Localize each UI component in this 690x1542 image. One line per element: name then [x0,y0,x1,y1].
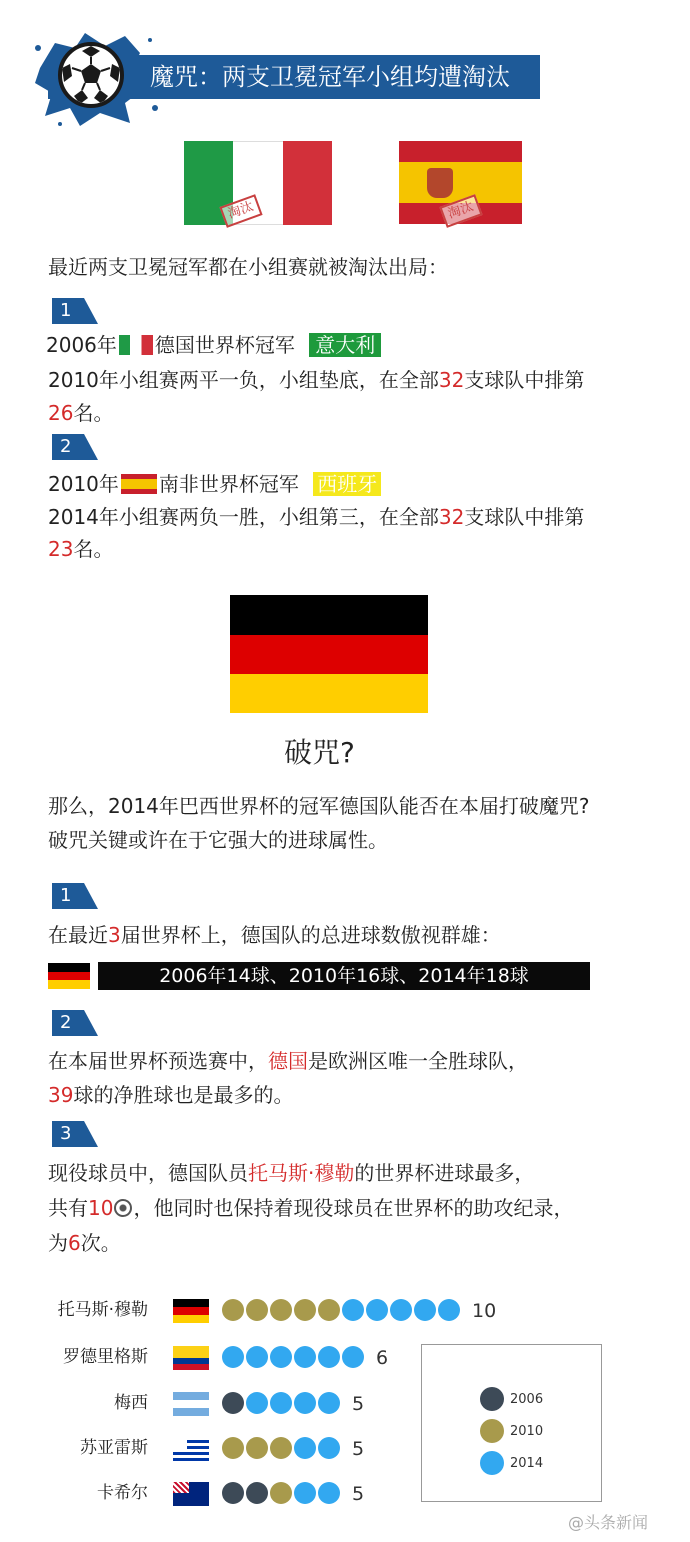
point3-line3 [48,1228,121,1258]
goal-dots [222,1346,366,1372]
spain-flag-icon [121,474,157,494]
year: 2006年 [46,333,117,357]
australia-flag-icon [173,1482,209,1506]
item1-line1 [46,330,381,360]
germany-flag [230,595,428,713]
text-span: 支球队中排第 [464,368,585,392]
germany-flag-small [48,963,90,989]
spain-tag: 西班牙 [313,472,381,496]
goal-dot-2014 [366,1299,388,1321]
highlight-number: 39 [48,1083,74,1107]
point3-line1 [48,1158,534,1188]
uruguay-flag-icon [173,1437,209,1461]
goal-dots [222,1299,462,1325]
item2-line2 [48,502,584,532]
text-span: 在最近 [48,923,108,947]
chart-legend [421,1344,602,1502]
watermark: @头条新闻 [568,1513,649,1532]
year: 2010年 [48,472,119,496]
goal-dot-2010 [246,1437,268,1459]
legend-swatch [480,1419,504,1443]
goal-dot-2014 [342,1346,364,1368]
page-title: 魔咒：两支卫冕冠军小组均遭淘汰 [150,63,510,91]
goal-dots [222,1482,342,1508]
text-span: 的世界杯进球最多， [354,1161,535,1185]
player-name: 罗德里格斯 [63,1347,148,1367]
number-label: 2 [60,1012,72,1033]
goal-dots [222,1437,342,1463]
point2-line1 [48,1046,528,1076]
number-tab [52,883,98,909]
highlight-number: 32 [438,368,465,392]
legend-item [480,1447,543,1479]
goal-dot-2010 [294,1299,316,1321]
goal-total: 5 [352,1483,365,1505]
goal-dot-2014 [294,1346,316,1368]
item1-line2 [48,365,584,395]
item2-desc: 南非世界杯冠军 [158,472,299,496]
legend-swatch [480,1451,504,1475]
number-tab [52,1121,98,1147]
text-span: 次。 [80,1231,121,1255]
number-tab [52,298,98,324]
goal-dot-2014 [294,1437,316,1459]
goal-dot-2014 [318,1392,340,1414]
soccer-ball-icon [114,1199,132,1217]
germany-flag-icon [173,1299,209,1323]
goal-dot-2010 [270,1299,292,1321]
player-name: 卡希尔 [97,1483,148,1503]
para-line1: 那么，2014年巴西世界杯的冠军德国队能否在本届打破魔咒? [48,794,590,818]
goal-total: 5 [352,1438,365,1460]
text-span: 是欧洲区唯一全胜球队， [308,1049,528,1073]
item2-line1 [48,469,381,499]
goal-dot-2010 [318,1299,340,1321]
goal-dot-2006 [222,1392,244,1414]
legend-label: 2006 [510,1391,544,1407]
eliminated-stamp: 淘汰 [439,194,482,228]
point2-line2 [48,1080,293,1110]
legend-label: 2010 [510,1423,544,1439]
goal-dot-2010 [270,1482,292,1504]
number-label: 3 [60,1123,72,1144]
goal-dot-2010 [270,1437,292,1459]
number-tab [52,1010,98,1036]
highlight-number: 3 [108,923,121,947]
goal-dots [222,1392,342,1418]
goal-dot-2014 [270,1392,292,1414]
highlight-number: 6 [68,1231,81,1255]
text-span: 名。 [73,401,114,425]
text-span: 届世界杯上，德国队的总进球数傲视群雄： [120,923,501,947]
goal-dot-2014 [294,1482,316,1504]
highlight-text: 德国 [268,1049,308,1073]
argentina-flag-icon [173,1392,209,1416]
player-name: 托马斯·穆勒 [57,1300,148,1320]
number-label: 1 [60,300,72,321]
text-span: 为 [48,1231,68,1255]
item1-line3 [48,398,113,428]
question-heading: 破咒? [284,736,355,769]
colombia-flag-icon [173,1346,209,1370]
point3-line2 [48,1193,573,1223]
goal-dot-2014 [246,1346,268,1368]
text-span: 2014年小组赛两负一胜，小组第三，在全部 [48,505,439,529]
goal-total: 10 [472,1300,497,1322]
item1-desc: 德国世界杯冠军 [154,333,295,357]
legend-item [480,1383,543,1415]
goals-summary-bar: 2006年14球、2010年16球、2014年18球 [98,962,590,990]
goal-dot-2014 [414,1299,436,1321]
goal-dot-2014 [246,1392,268,1414]
highlight-number: 32 [438,505,465,529]
text-span: 球的净胜球也是最多的。 [73,1083,294,1107]
number-label: 1 [60,885,72,906]
text-span: 现役球员中，德国队员 [48,1161,248,1185]
goal-dot-2014 [318,1346,340,1368]
text-span: 支球队中排第 [464,505,585,529]
italy-flag-icon [119,335,153,355]
eliminated-stamp: 淘汰 [219,194,262,228]
goal-dot-2006 [246,1482,268,1504]
goal-dot-2014 [294,1392,316,1414]
number-tab [52,434,98,460]
text-span: 名。 [73,537,114,561]
goal-dot-2014 [390,1299,412,1321]
point1-text [48,920,501,950]
spain-crest-icon [427,168,453,198]
goal-dot-2014 [342,1299,364,1321]
goal-dot-2014 [222,1346,244,1368]
goal-dot-2014 [438,1299,460,1321]
legend-item [480,1415,543,1447]
goal-dot-2014 [270,1346,292,1368]
text-span: 在本届世界杯预选赛中， [48,1049,268,1073]
player-name: 梅西 [114,1393,148,1413]
number-label: 2 [60,436,72,457]
legend-swatch [480,1387,504,1411]
text-span: 共有 [48,1196,88,1220]
highlight-text: 托马斯·穆勒 [248,1161,355,1185]
highlight-number: 26 [48,401,74,425]
intro-text: 最近两支卫冕冠军都在小组赛就被淘汰出局： [48,255,448,279]
goal-dot-2014 [318,1482,340,1504]
italy-tag: 意大利 [309,333,381,357]
goal-dot-2014 [318,1437,340,1459]
goal-dot-2010 [222,1299,244,1321]
text-span: 2010年小组赛两平一负，小组垫底，在全部 [48,368,439,392]
highlight-number: 10 [88,1196,114,1220]
item2-line3 [48,534,113,564]
player-row [48,1296,548,1326]
goal-dot-2010 [222,1437,244,1459]
soccer-ball-icon [58,42,124,108]
highlight-number: 23 [48,537,74,561]
player-name: 苏亚雷斯 [80,1438,148,1458]
goal-dot-2006 [222,1482,244,1504]
legend-label: 2014 [510,1455,544,1471]
para-line2: 破咒关键或许在于它强大的进球属性。 [48,828,388,852]
goal-dot-2010 [246,1299,268,1321]
goal-total: 5 [352,1393,365,1415]
goal-total: 6 [376,1347,389,1369]
text-span: ，他同时也保持着现役球员在世界杯的助攻纪录， [133,1196,574,1220]
